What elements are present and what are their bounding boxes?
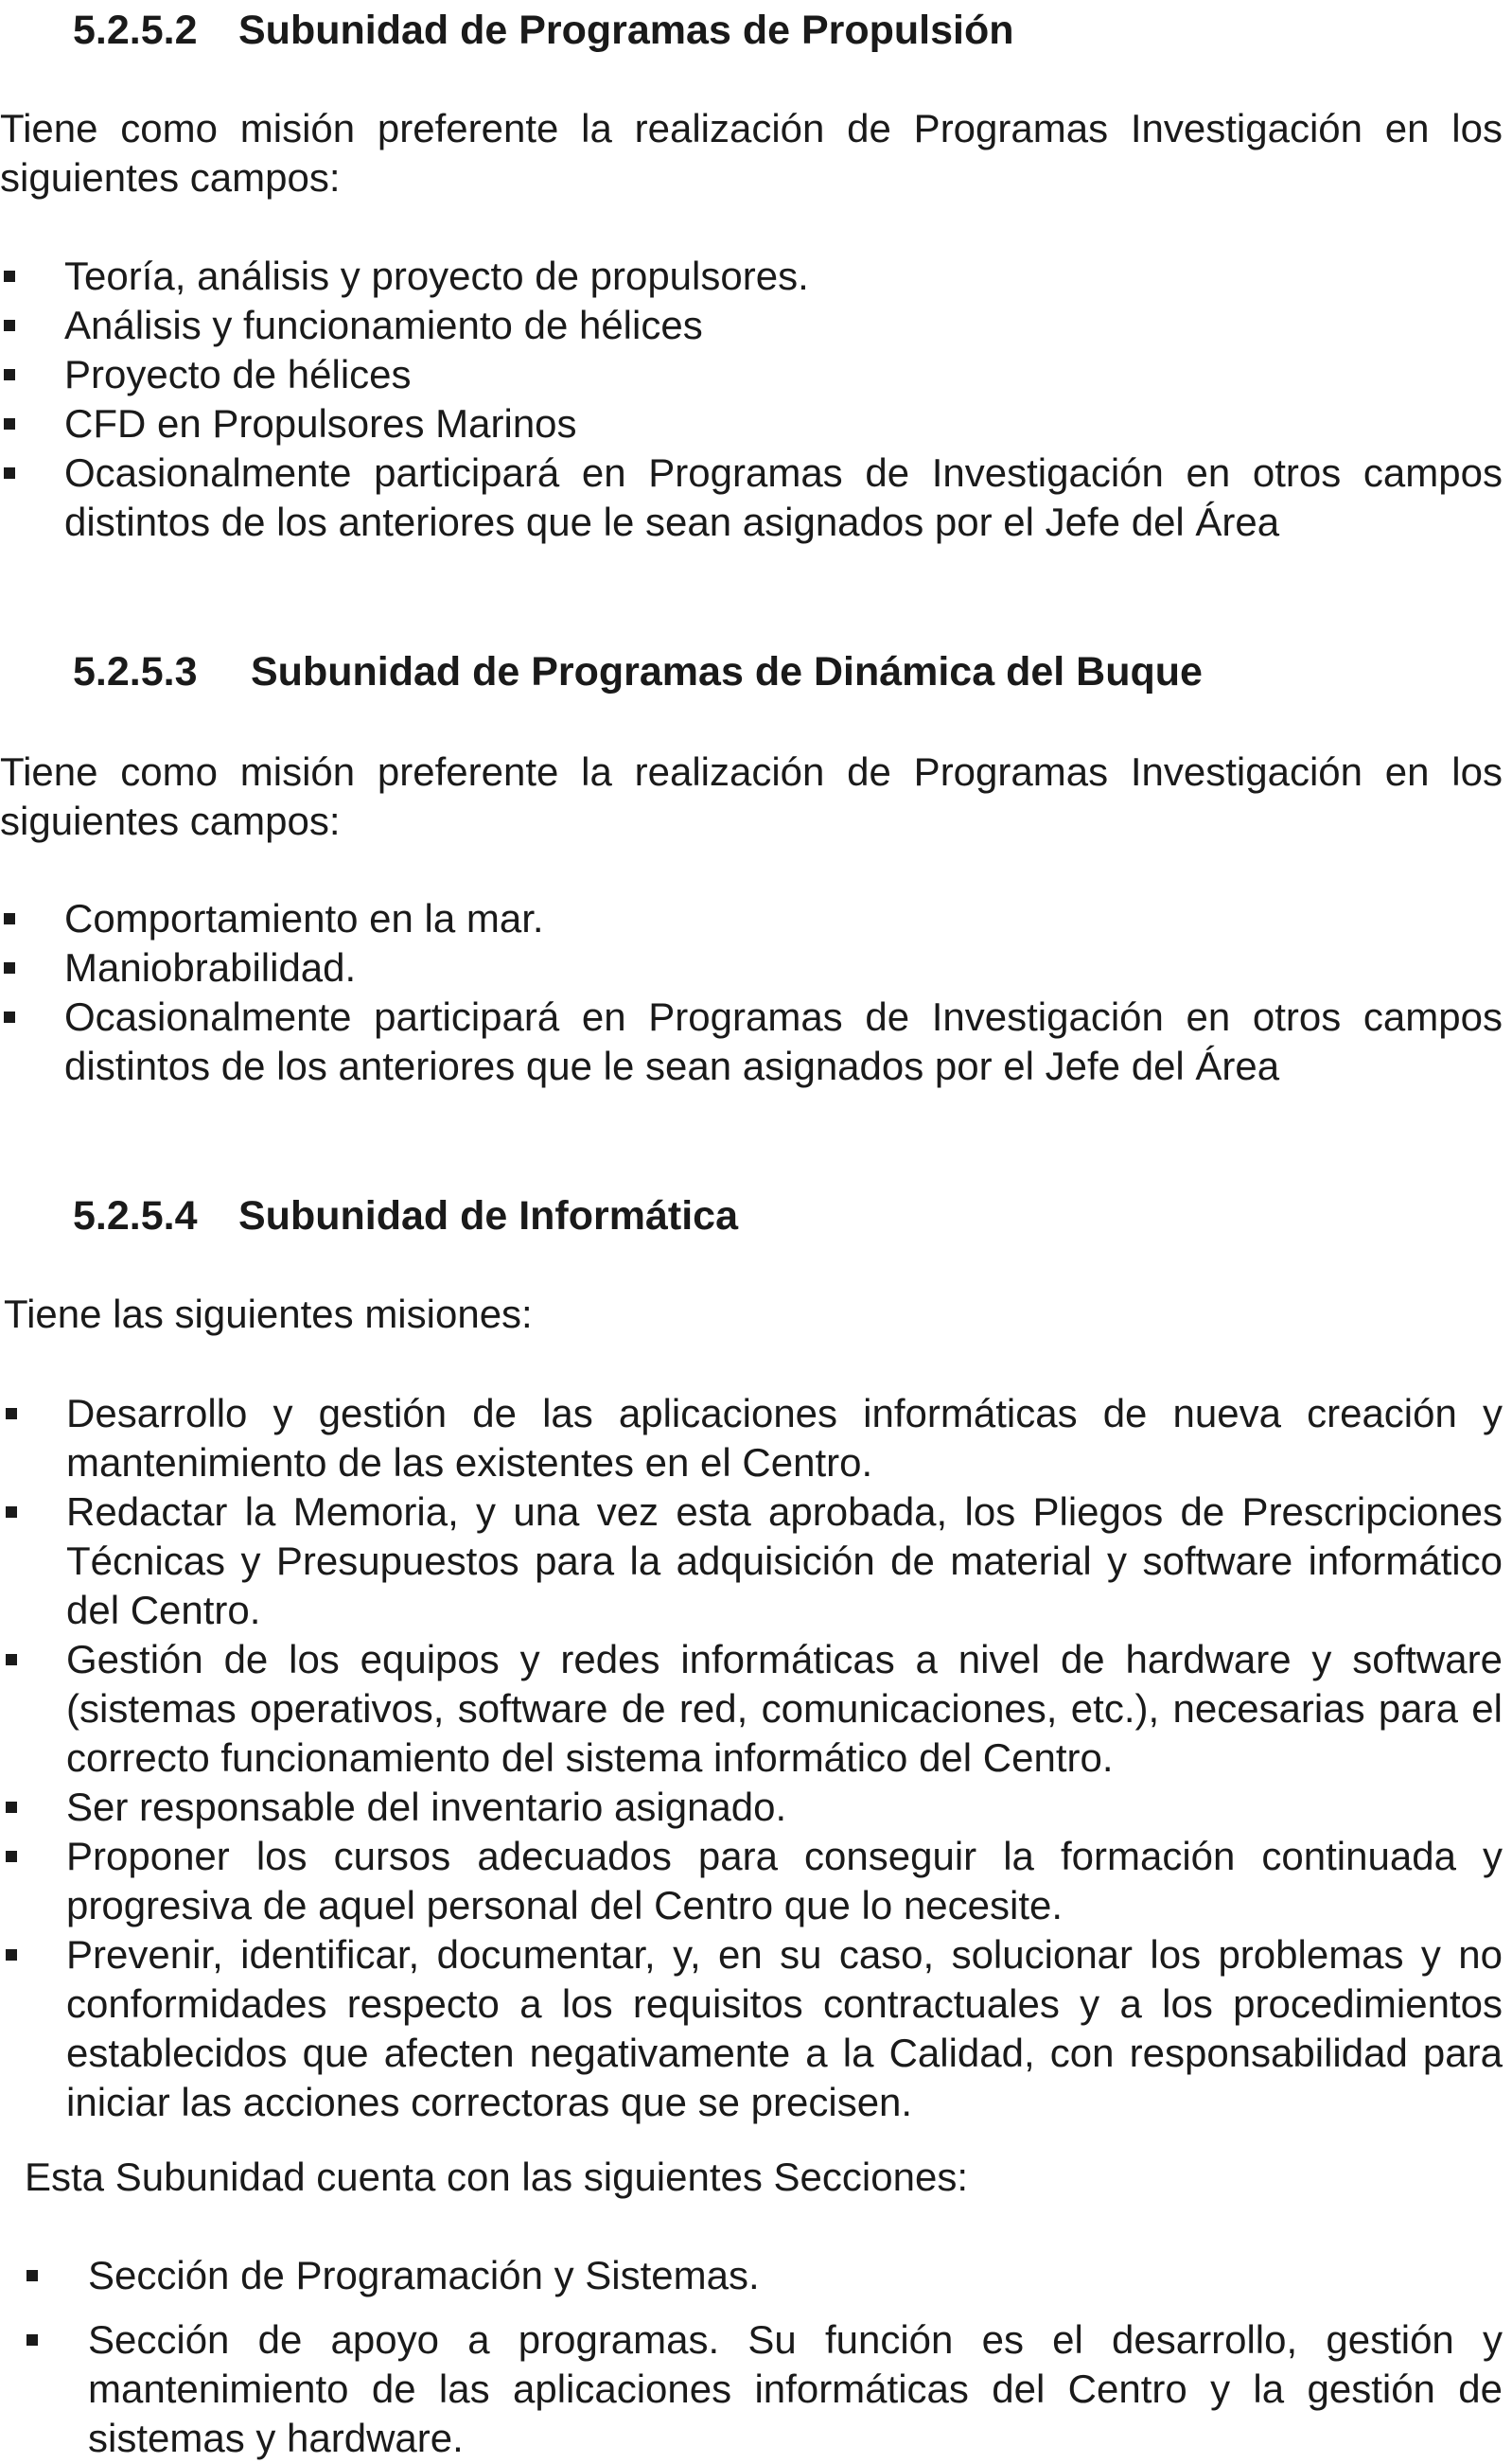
bullet-icon	[4, 913, 15, 924]
bullet-icon	[6, 1654, 17, 1665]
list-item	[0, 1832, 1503, 1930]
list-item-text: Prevenir, identificar, documentar, y, en su caso, solucionar los problemas y no conformidades respecto a los requisitos contractuales y a los procedimientos establecidos que afecten negativamente a la Calidad, con responsabilidad para iniciar las acciones correctoras que se precisen.	[66, 1932, 1503, 2124]
bullet-icon	[4, 467, 15, 479]
list-item-text: Gestión de los equipos y redes informáticas a nivel de hardware y software (sistemas operativos, software de red, comunicaciones, etc.), necesarias para el correcto funcionamiento del sistema informático del Centro.	[66, 1637, 1503, 1780]
bullet-icon	[4, 962, 15, 974]
list-item-text: Ocasionalmente participará en Programas de Investigación en otros campos distintos de los anteriores que le sean asignados por el Jefe del Área	[64, 450, 1503, 544]
section-heading	[73, 1191, 738, 1240]
list-item	[0, 894, 1503, 943]
list-item	[0, 1635, 1503, 1783]
bullet-list	[0, 252, 1503, 547]
bullet-icon	[26, 2270, 38, 2281]
section-heading	[73, 6, 1014, 55]
bullet-icon	[6, 1851, 17, 1862]
list-item-text: Análisis y funcionamiento de hélices	[64, 303, 703, 347]
bullet-list	[0, 894, 1503, 1091]
bullet-icon	[4, 1012, 15, 1023]
list-item-text: Ser responsable del inventario asignado.	[66, 1785, 787, 1829]
list-item	[0, 2251, 1503, 2300]
section-heading	[73, 647, 1203, 696]
bullet-icon	[6, 1506, 17, 1518]
list-item-text: Proyecto de hélices	[64, 352, 412, 396]
section-number: 5.2.5.3	[73, 649, 198, 695]
list-item-text: Ocasionalmente participará en Programas de Investigación en otros campos distintos de los anteriores que le sean asignados por el Jefe del Área	[64, 994, 1503, 1088]
bullet-icon	[6, 1802, 17, 1813]
list-item	[0, 943, 1503, 993]
list-item-text: CFD en Propulsores Marinos	[64, 401, 577, 446]
bullet-icon	[4, 271, 15, 282]
list-item	[0, 993, 1503, 1091]
list-item-text: Teoría, análisis y proyecto de propulsores.	[64, 254, 809, 298]
sections-intro: Esta Subunidad cuenta con las siguientes Secciones:	[25, 2155, 968, 2199]
bullet-icon	[4, 320, 15, 331]
list-item-text: Maniobrabilidad.	[64, 945, 357, 990]
bullet-icon	[6, 1949, 17, 1961]
section-intro: Tiene como misión preferente la realización de Programas Investigación en los siguientes campos:	[0, 749, 1503, 843]
list-item	[0, 2315, 1503, 2463]
list-item-text: Sección de Programación y Sistemas.	[88, 2253, 760, 2297]
section-number: 5.2.5.2	[73, 8, 198, 53]
list-item	[0, 1930, 1503, 2127]
list-item	[0, 1487, 1503, 1635]
section-title: Subunidad de Programas de Propulsión	[238, 8, 1014, 53]
list-item	[0, 1389, 1503, 1487]
list-item-text: Desarrollo y gestión de las aplicaciones informáticas de nueva creación y mantenimiento de las existentes en el Centro.	[66, 1391, 1503, 1485]
bullet-icon	[6, 1408, 17, 1419]
list-item	[0, 350, 1503, 399]
sections-list	[0, 2251, 1503, 2463]
list-item-text: Redactar la Memoria, y una vez esta aprobada, los Pliegos de Prescripciones Técnicas y Presupuestos para la adquisición de material y software informático del Centro.	[66, 1489, 1503, 1632]
list-item	[0, 252, 1503, 301]
section-number: 5.2.5.4	[73, 1193, 198, 1239]
list-item	[0, 449, 1503, 547]
bullet-icon	[4, 369, 15, 380]
list-item	[0, 399, 1503, 449]
list-item-text: Sección de apoyo a programas. Su función es el desarrollo, gestión y mantenimiento de las aplicaciones informáticas del Centro y la gestión de sistemas y hardware.	[88, 2317, 1503, 2460]
section-intro: Tiene las siguientes misiones:	[4, 1292, 533, 1336]
bullet-icon	[4, 418, 15, 430]
bullet-list	[0, 1389, 1503, 2127]
list-item	[0, 301, 1503, 350]
list-item	[0, 1783, 1503, 1832]
section-title: Subunidad de Informática	[238, 1193, 738, 1239]
section-title: Subunidad de Programas de Dinámica del Buque	[251, 649, 1203, 695]
section-intro: Tiene como misión preferente la realización de Programas Investigación en los siguientes campos:	[0, 106, 1503, 200]
list-item-text: Proponer los cursos adecuados para conseguir la formación continuada y progresiva de aquel personal del Centro que lo necesite.	[66, 1834, 1503, 1927]
bullet-icon	[26, 2334, 38, 2346]
list-item-text: Comportamiento en la mar.	[64, 896, 544, 941]
